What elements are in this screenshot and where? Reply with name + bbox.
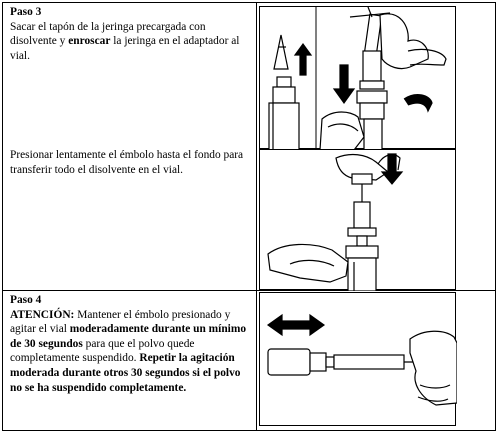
syringe-cap: [274, 35, 288, 69]
step4-instruction: ATENCIÓN: Mantener el émbolo presionado y agitar el vial moderadamente durante un mínimo de 30 segundos para que el polvo quede completamente suspendido. Repetir la agitación moderada durante otros 30 segundos si el polvo no se ha suspendido completamente.: [10, 308, 247, 394]
illustration-unscrew-cap: [259, 6, 456, 149]
step4-text: [10, 293, 250, 395]
step4-heading: Paso 4: [10, 294, 42, 306]
step3-heading: Paso 3: [10, 6, 42, 18]
step3-instruction-1: Sacar el tapón de la jeringa precargada con disolvente y enroscar la jeringa en el adaptador al vial.: [10, 20, 240, 62]
instruction-table: [2, 2, 496, 431]
column-divider: [256, 3, 257, 430]
horizontal-arrow-icon: [268, 315, 324, 335]
rotate-arrow-icon: [404, 95, 432, 111]
illustration-shake-vial: [259, 292, 456, 426]
illustration-press-plunger: [259, 149, 456, 290]
hand-top: [380, 14, 428, 69]
vial: [268, 349, 310, 375]
hand-bottom: [268, 244, 348, 282]
step3-text: [10, 5, 250, 63]
down-arrow-icon: [334, 65, 354, 103]
hand: [410, 331, 457, 405]
up-arrow-icon: [295, 44, 311, 75]
step3-instruction-2: Presionar lentamente el émbolo hasta el fondo para transferir todo el disolvente en el vial.: [10, 149, 244, 176]
